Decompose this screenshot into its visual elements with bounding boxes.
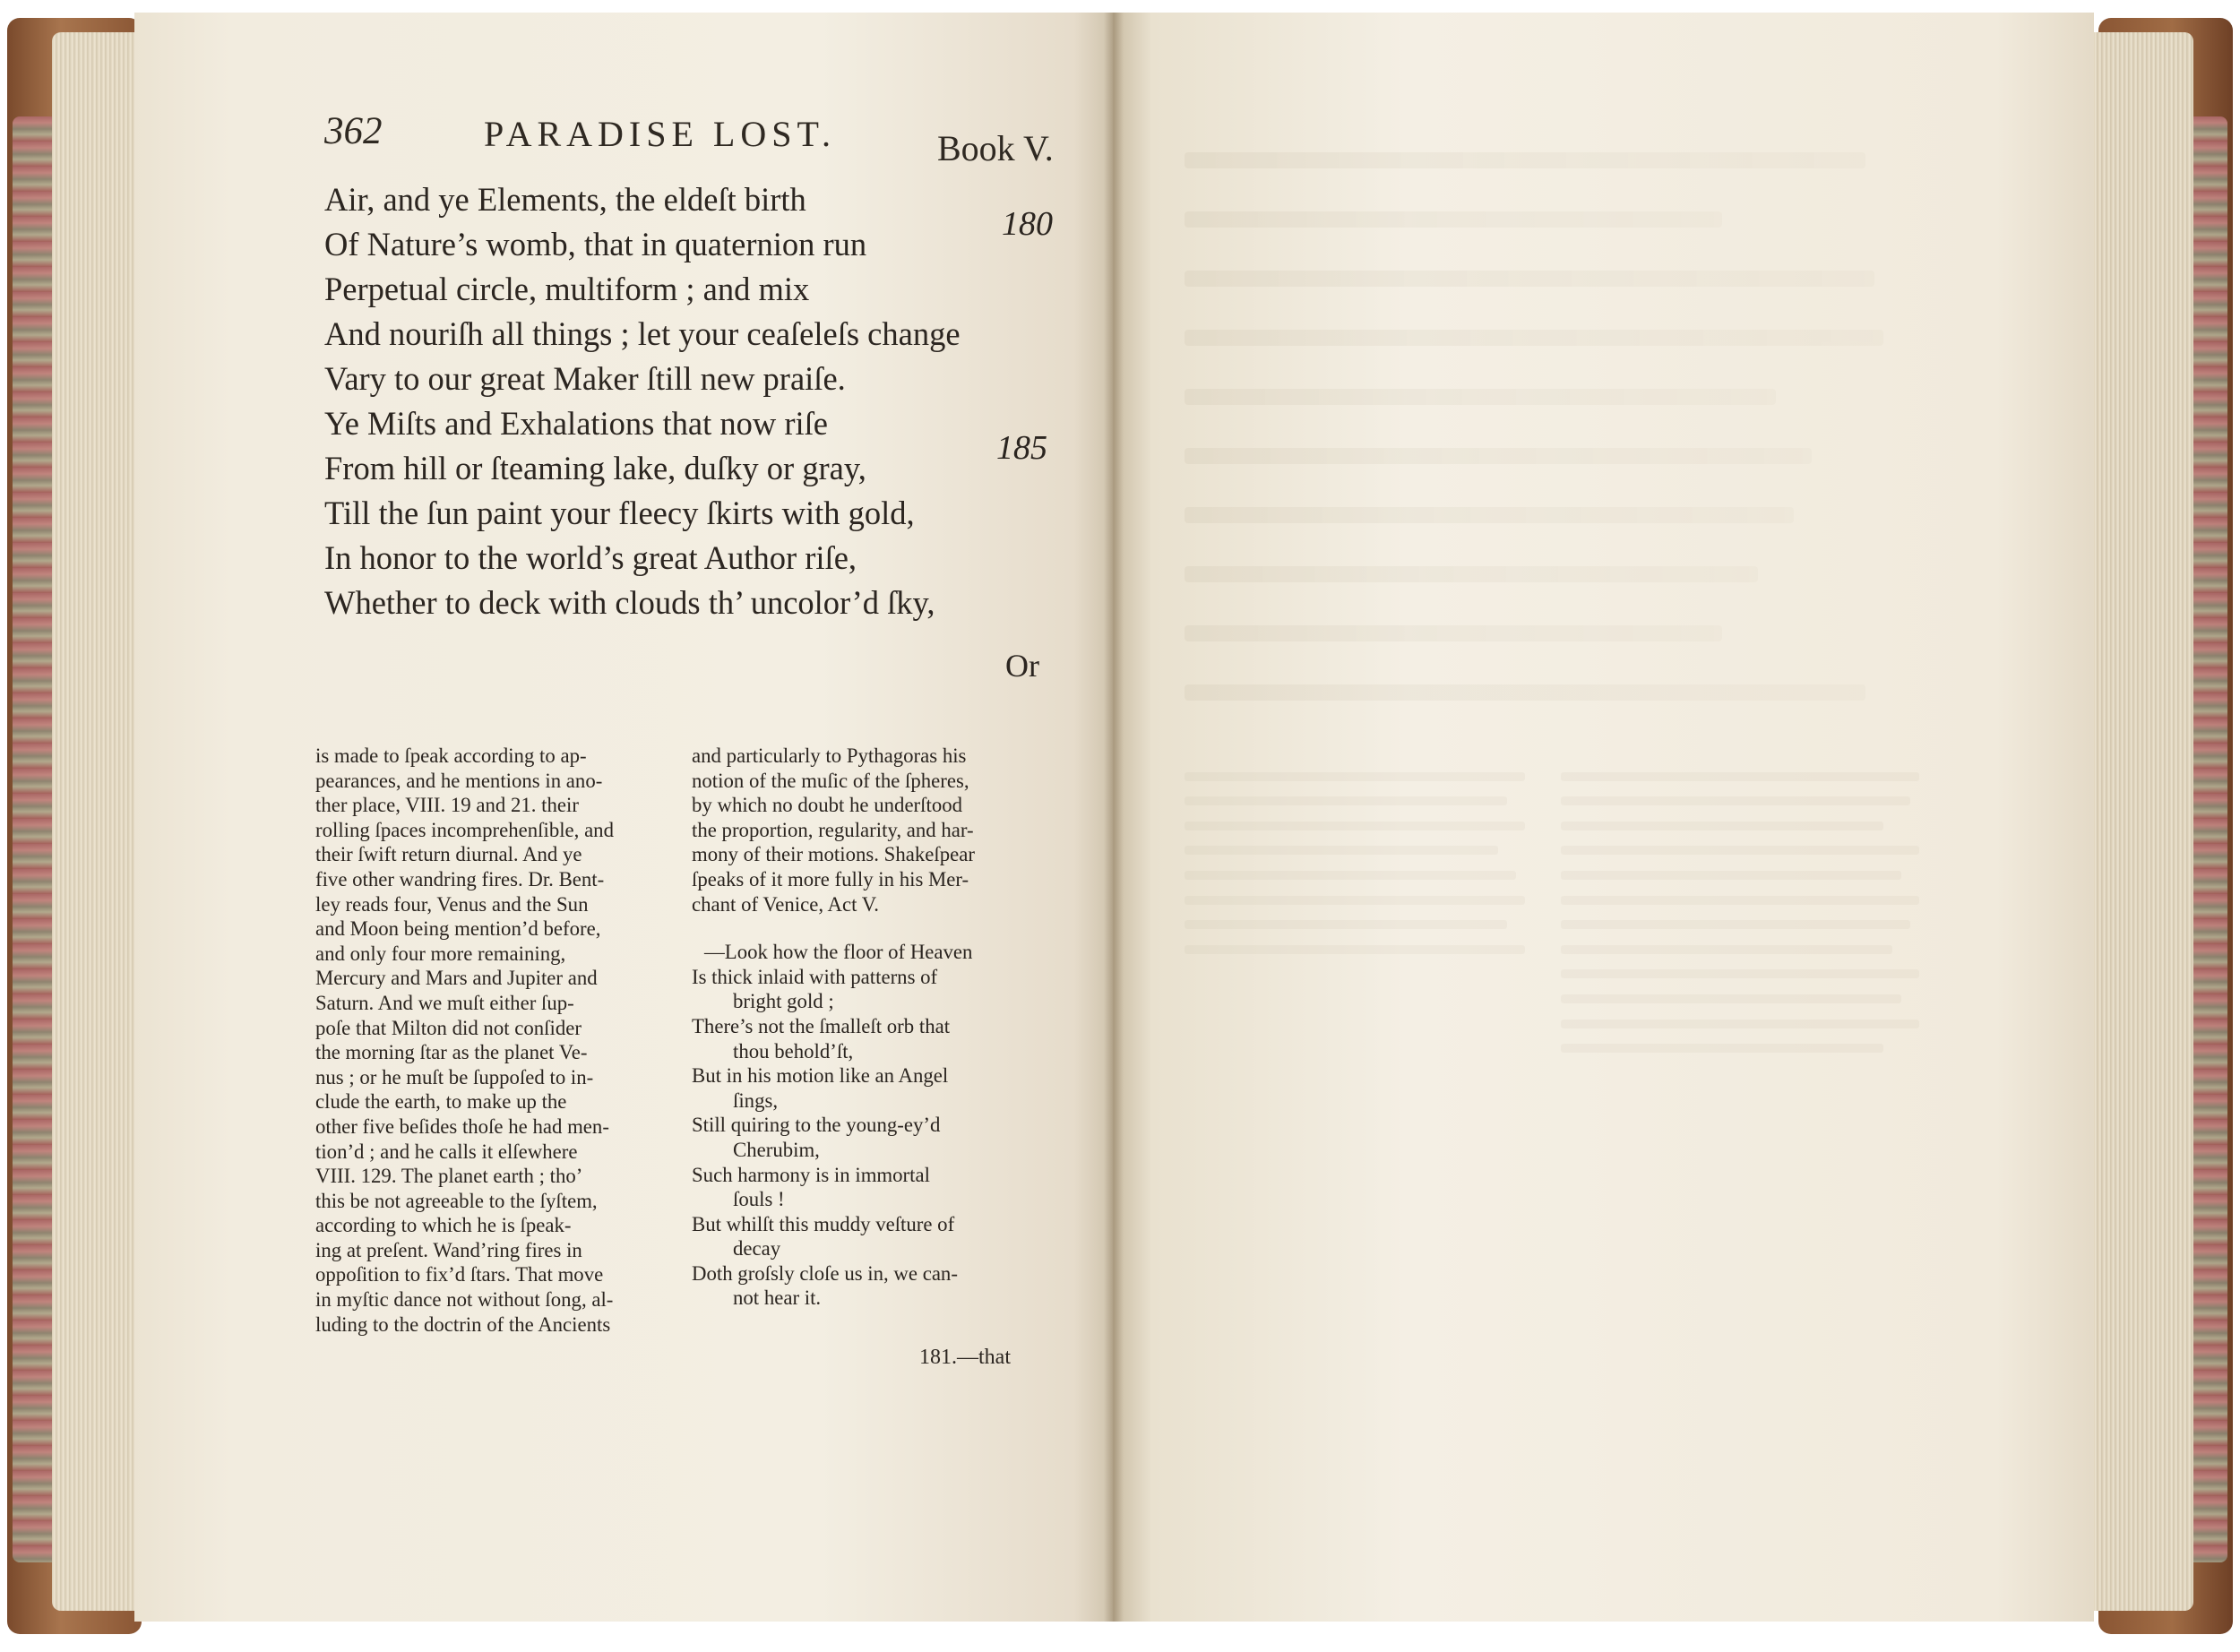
verse-line: Whether to deck with clouds th’ uncolor’d ſky, (324, 584, 935, 621)
note-line: nus ; or he muſt be ſuppoſed to in- (315, 1065, 594, 1088)
quote-line: ſouls ! (733, 1188, 785, 1211)
note-line: the proportion, regularity, and har- (692, 818, 974, 841)
note-line: luding to the doctrin of the Ancients (315, 1312, 611, 1336)
note-line: ley reads four, Venus and the Sun (315, 892, 589, 916)
verse-line: Ye Miſts and Exhalations that now riſe (324, 405, 828, 442)
right-page-block-edge (2093, 32, 2193, 1611)
quote-line: not hear it. (733, 1286, 822, 1310)
notes-left-column (315, 744, 665, 1337)
note-line: the morning ſtar as the planet Ve- (315, 1041, 588, 1064)
quote-line: Cherubim, (733, 1138, 820, 1161)
note-line: and Moon being mention’d before, (315, 917, 601, 941)
note-line: mony of their motions. Shakeſpear (692, 843, 975, 866)
note-line: five other wandring fires. Dr. Bent- (315, 867, 605, 891)
note-line: VIII. 129. The planet earth ; tho’ (315, 1165, 583, 1188)
note-line: ther place, VIII. 19 and 21. their (315, 794, 579, 817)
note-line: pearances, and he mentions in ano- (315, 769, 603, 792)
note-line: clude the earth, to make up the (315, 1090, 567, 1114)
quote-line: Is thick inlaid with patterns of (692, 965, 938, 988)
page-number: 362 (324, 110, 383, 152)
note-line: tion’d ; and he calls it elſewhere (315, 1140, 578, 1163)
show-through-verse (1185, 138, 1812, 729)
quote-line: decay (733, 1237, 781, 1261)
verse-block (324, 177, 1059, 625)
note-line: by which no doubt he underſtood (692, 794, 963, 817)
note-line: their ſwift return diurnal. And ye (315, 843, 582, 866)
quote-line: But in his motion like an Angel (692, 1064, 949, 1088)
note-line: and particularly to Pythagoras his (692, 744, 967, 767)
book-label: Book V. (937, 128, 1054, 168)
right-page (1113, 13, 2094, 1622)
note-line: chant of Venice, Act V. (692, 892, 879, 916)
quote-line: thou behold’ſt, (733, 1039, 854, 1063)
verse-line: Till the ſun paint your fleecy ſkirts with gold, (324, 495, 915, 531)
note-line: in myſtic dance not without ſong, al- (315, 1288, 614, 1312)
verse-line: Vary to our great Maker ſtill new praiſe. (324, 360, 846, 397)
quote-line: —Look how the floor of Heaven (704, 941, 973, 964)
verse-line: And nouriſh all things ; let your ceaſeleſs change (324, 315, 961, 352)
note-line: ſpeaks of it more fully in his Mer- (692, 867, 969, 891)
show-through-notes-left (1185, 756, 1543, 954)
shakespeare-quotation (692, 940, 1041, 1311)
note-line: rolling ſpaces incomprehenſible, and (315, 818, 614, 841)
note-line: according to which he is ſpeak- (315, 1214, 572, 1237)
line-number-185: 185 (996, 429, 1047, 467)
quote-line: Still quiring to the young-ey’d (692, 1114, 941, 1137)
quote-line: ſings, (733, 1088, 779, 1112)
note-line: oppoſition to fix’d ſtars. That move (315, 1263, 604, 1286)
verse-line: In honor to the world’s great Author riſe, (324, 539, 857, 576)
note-line: and only four more remaining, (315, 942, 566, 965)
note-line: Saturn. And we muſt either ſup- (315, 991, 574, 1014)
note-line: other five beſides thoſe he had men- (315, 1114, 609, 1138)
note-line: poſe that Milton did not conſider (315, 1016, 582, 1039)
verse-line: Air, and ye Elements, the eldeſt birth (324, 181, 806, 218)
note-line: this be not agreeable to the ſyſtem, (315, 1189, 598, 1212)
notes-right-column (692, 744, 1041, 1311)
note-line: ing at preſent. Wand’ring fires in (315, 1238, 582, 1261)
running-title: PARADISE LOST. (484, 114, 836, 154)
verse-catchword: Or (1005, 648, 1039, 684)
line-number-180: 180 (1002, 205, 1053, 243)
note-line: is made to ſpeak according to ap- (315, 744, 587, 767)
show-through-notes-right (1561, 756, 1937, 1053)
book-gutter (1104, 13, 1124, 1622)
note-line: notion of the muſic of the ſpheres, (692, 769, 969, 792)
quote-line: But whilſt this muddy veſture of (692, 1212, 955, 1235)
note-line: Mercury and Mars and Jupiter and (315, 967, 598, 990)
quote-line: Such harmony is in immortal (692, 1163, 930, 1186)
verse-line: Perpetual circle, multiform ; and mix (324, 271, 810, 307)
verse-line: Of Nature’s womb, that in quaternion run (324, 226, 867, 262)
verse-line: From hill or ſteaming lake, duſky or gray, (324, 450, 866, 486)
quote-line: bright gold ; (733, 990, 834, 1013)
quote-line: There’s not the ſmalleſt orb that (692, 1014, 951, 1037)
notes-catchword: 181.—that (919, 1346, 1011, 1369)
quote-line: Doth groſsly cloſe us in, we can- (692, 1261, 958, 1285)
